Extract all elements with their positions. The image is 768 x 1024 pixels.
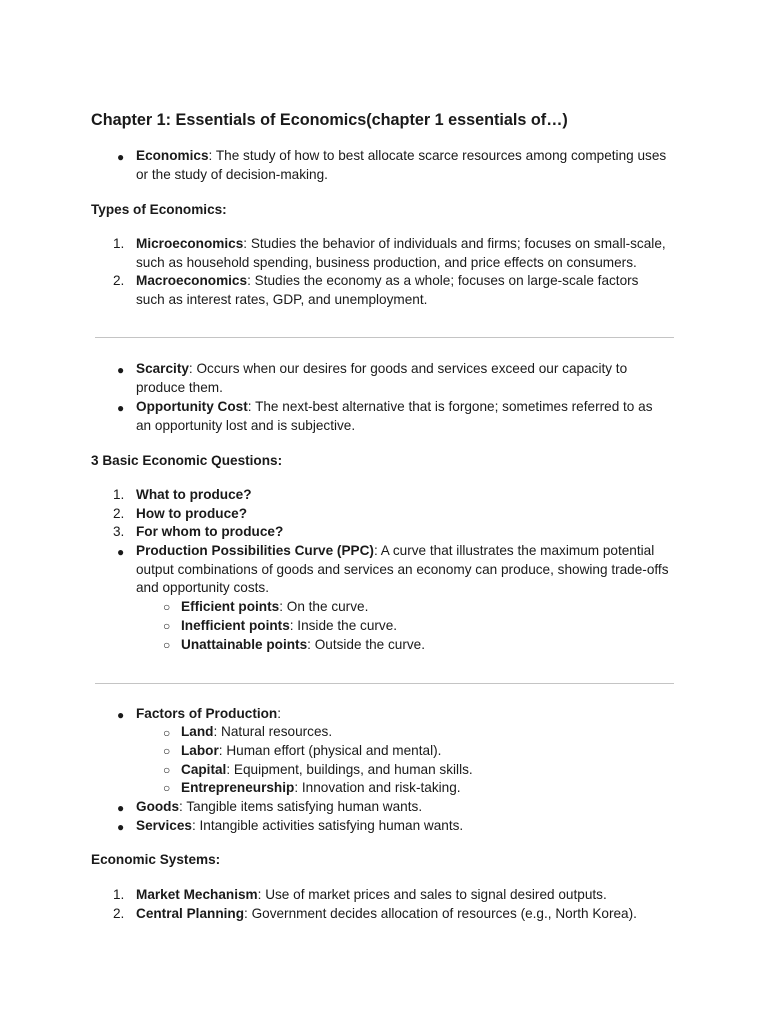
horizontal-divider	[95, 683, 674, 684]
factor-item: Capital: Equipment, buildings, and human skills.	[181, 762, 473, 777]
factors-heading-item: Factors of Production:	[136, 706, 282, 721]
factor-item: Entrepreneurship: Innovation and risk-taking.	[181, 780, 461, 795]
macroeconomics-line-2: such as interest rates, GDP, and unemployment.	[136, 292, 428, 307]
ppc-line-3: and opportunity costs.	[136, 580, 269, 595]
services-item: Services: Intangible activities satisfying human wants.	[136, 818, 464, 833]
ppc-point-item: Unattainable points: Outside the curve.	[181, 637, 426, 652]
circle-marker: ○	[163, 638, 171, 652]
microeconomics-line-1: Microeconomics: Studies the behavior of individuals and firms; focuses on small-scale,	[136, 236, 666, 251]
circle-marker: ○	[163, 619, 171, 633]
term-ppc: Production Possibilities Curve (PPC)	[136, 543, 374, 558]
list-number: 1.	[113, 487, 125, 502]
factor-item: Land: Natural resources.	[181, 724, 333, 739]
term-microeconomics: Microeconomics	[136, 236, 244, 251]
opportunity-cost-line-1: Opportunity Cost: The next-best alternative that is forgone; sometimes referred to as	[136, 399, 653, 414]
term-goods: Goods	[136, 799, 180, 814]
list-number: 2.	[113, 273, 125, 288]
system-item: Central Planning: Government decides allocation of resources (e.g., North Korea).	[136, 906, 637, 921]
term-scarcity: Scarcity	[136, 361, 189, 376]
scarcity-line-2: produce them.	[136, 380, 223, 395]
types-heading: Types of Economics:	[91, 202, 227, 217]
bullet-marker: ●	[117, 708, 125, 722]
list-number: 3.	[113, 524, 125, 539]
bullet-marker: ●	[117, 820, 125, 834]
term-factors-of-production: Factors of Production	[136, 706, 278, 721]
circle-marker: ○	[163, 763, 171, 777]
systems-heading: Economic Systems:	[91, 852, 221, 867]
list-number: 1.	[113, 887, 125, 902]
circle-marker: ○	[163, 744, 171, 758]
bullet-marker: ●	[117, 801, 125, 815]
page-title: Chapter 1: Essentials of Economics(chapter 1 essentials of…)	[91, 111, 568, 129]
term-macroeconomics: Macroeconomics	[136, 273, 248, 288]
bullet-marker: ●	[117, 401, 125, 415]
circle-marker: ○	[163, 781, 171, 795]
bullet-marker: ●	[117, 150, 125, 164]
ppc-point-item: Inefficient points: Inside the curve.	[181, 618, 398, 633]
circle-marker: ○	[163, 726, 171, 740]
microeconomics-line-2: such as household spending, business production, and price effects on consumers.	[136, 255, 637, 270]
question-item: How to produce?	[136, 506, 248, 521]
question-item: For whom to produce?	[136, 524, 284, 539]
economics-definition-line-1: Economics: The study of how to best allocate scarce resources among competing uses	[136, 148, 667, 163]
term-opportunity-cost: Opportunity Cost	[136, 399, 248, 414]
ppc-point-item: Efficient points: On the curve.	[181, 599, 369, 614]
bullet-marker: ●	[117, 545, 125, 559]
ppc-line-1: Production Possibilities Curve (PPC): A curve that illustrates the maximum potential	[136, 543, 655, 558]
list-number: 2.	[113, 906, 125, 921]
horizontal-divider	[95, 337, 674, 338]
goods-item: Goods: Tangible items satisfying human wants.	[136, 799, 423, 814]
question-item: What to produce?	[136, 487, 252, 502]
scarcity-line-1: Scarcity: Occurs when our desires for goods and services exceed our capacity to	[136, 361, 628, 376]
bullet-marker: ●	[117, 363, 125, 377]
list-number: 1.	[113, 236, 125, 251]
economics-definition-line-2: or the study of decision-making.	[136, 167, 328, 182]
factor-item: Labor: Human effort (physical and mental).	[181, 743, 442, 758]
opportunity-cost-line-2: an opportunity lost and is subjective.	[136, 418, 356, 433]
list-number: 2.	[113, 506, 125, 521]
circle-marker: ○	[163, 600, 171, 614]
ppc-line-2: output combinations of goods and services an economy can produce, showing trade-offs	[136, 562, 669, 577]
questions-heading: 3 Basic Economic Questions:	[91, 453, 283, 468]
system-item: Market Mechanism: Use of market prices and sales to signal desired outputs.	[136, 887, 607, 902]
term-services: Services	[136, 818, 192, 833]
macroeconomics-line-1: Macroeconomics: Studies the economy as a whole; focuses on large-scale factors	[136, 273, 639, 288]
term-economics: Economics	[136, 148, 209, 163]
